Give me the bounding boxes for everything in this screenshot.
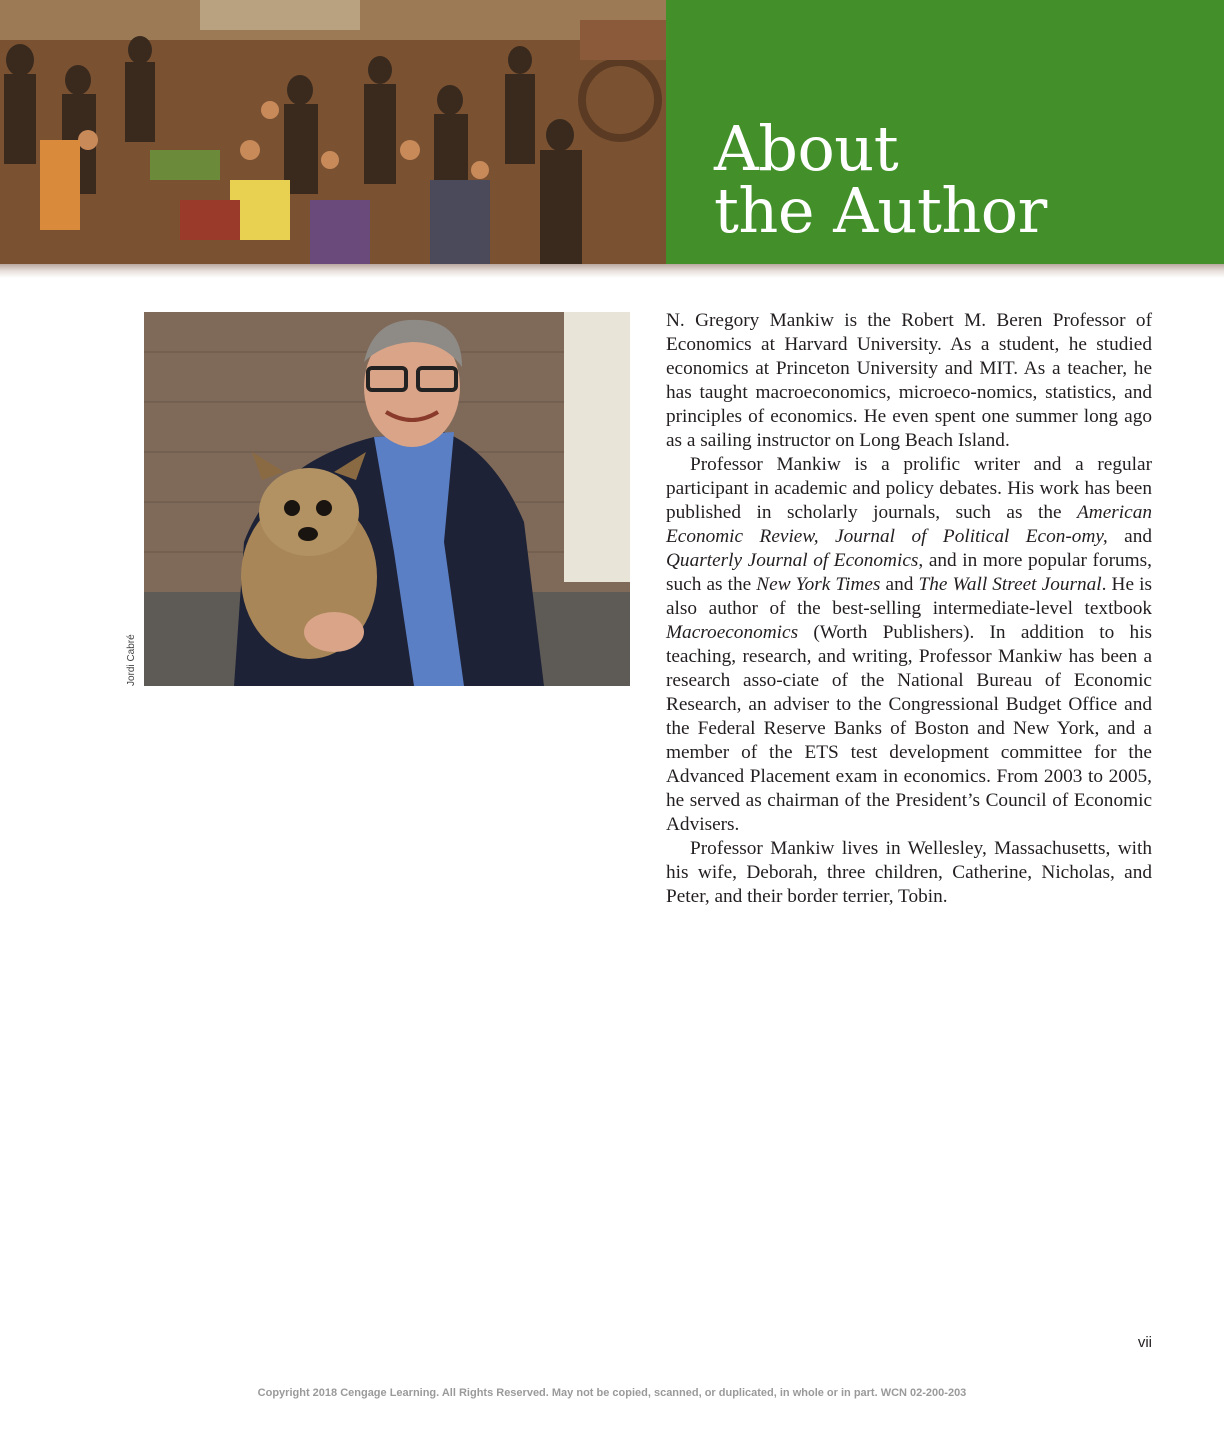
page-number: vii [1137, 1334, 1152, 1351]
journal-title: Quarterly Journal of Economics [666, 550, 919, 571]
banner-shadow [0, 264, 1224, 278]
journal-title: American Economic Review, Journal of Political Econ-omy, [666, 502, 1152, 547]
bio-text: (Worth Publishers). In addition to his teaching, research, and writing, Professor Mankiw has been a research asso-ciate of the National Bureau of Economic Research, an adviser to the Congressional Budget Office and the Federal Reserve Banks of Boston and New York, and a member of the ETS test development committee for the Advanced Placement exam in economics. From 2003 to 2005, he served as chairman of the President’s Council of Economic Advisers. [666, 622, 1152, 835]
bio-paragraph-3: Professor Mankiw lives in Wellesley, Massachusetts, with his wife, Deborah, three children, Catherine, Nicholas, and Peter, and their border terrier, Tobin. [666, 838, 1152, 907]
bio-text: . He is also author of the best-selling intermediate-level textbook [666, 574, 1152, 619]
author-photo [144, 312, 630, 686]
bio-text: and [1107, 526, 1152, 547]
bio-paragraph-1: N. Gregory Mankiw is the Robert M. Beren Professor of Economics at Harvard University. As a student, he studied economics at Princeton University and MIT. As a teacher, he has taught macroeconomics, microeco-nomics, statistics, and principles of economics. He even spent one summer long ago as a sailing instructor on Long Beach Island. [666, 310, 1152, 451]
bio-text: , and in more popular forums, such as the [666, 550, 1152, 595]
title-line-2: the Author [714, 174, 1047, 247]
bio-text: Professor Mankiw is a prolific writer and a regular participant in academic and policy debates. His work has been published in scholarly journals, such as the [666, 454, 1152, 523]
book-title: Macroeconomics [666, 622, 799, 643]
page-title [714, 112, 1047, 247]
copyright-notice: Copyright 2018 Cengage Learning. All Rights Reserved. May not be copied, scanned, or duplicated, in whole or in part. WCN 02-200-203 [257, 1387, 967, 1399]
title-panel [666, 0, 1224, 264]
publication-title: The Wall Street Journal [918, 574, 1102, 595]
publication-title: New York Times [756, 574, 881, 595]
author-bio [666, 309, 1152, 909]
photo-credit: Jordi Cabré [126, 634, 137, 686]
bio-paragraph-2 [666, 453, 1152, 837]
chapter-banner [0, 0, 1224, 264]
bio-text: and [880, 574, 919, 595]
title-line-1: About [714, 112, 899, 185]
market-crowd-image [0, 0, 666, 264]
